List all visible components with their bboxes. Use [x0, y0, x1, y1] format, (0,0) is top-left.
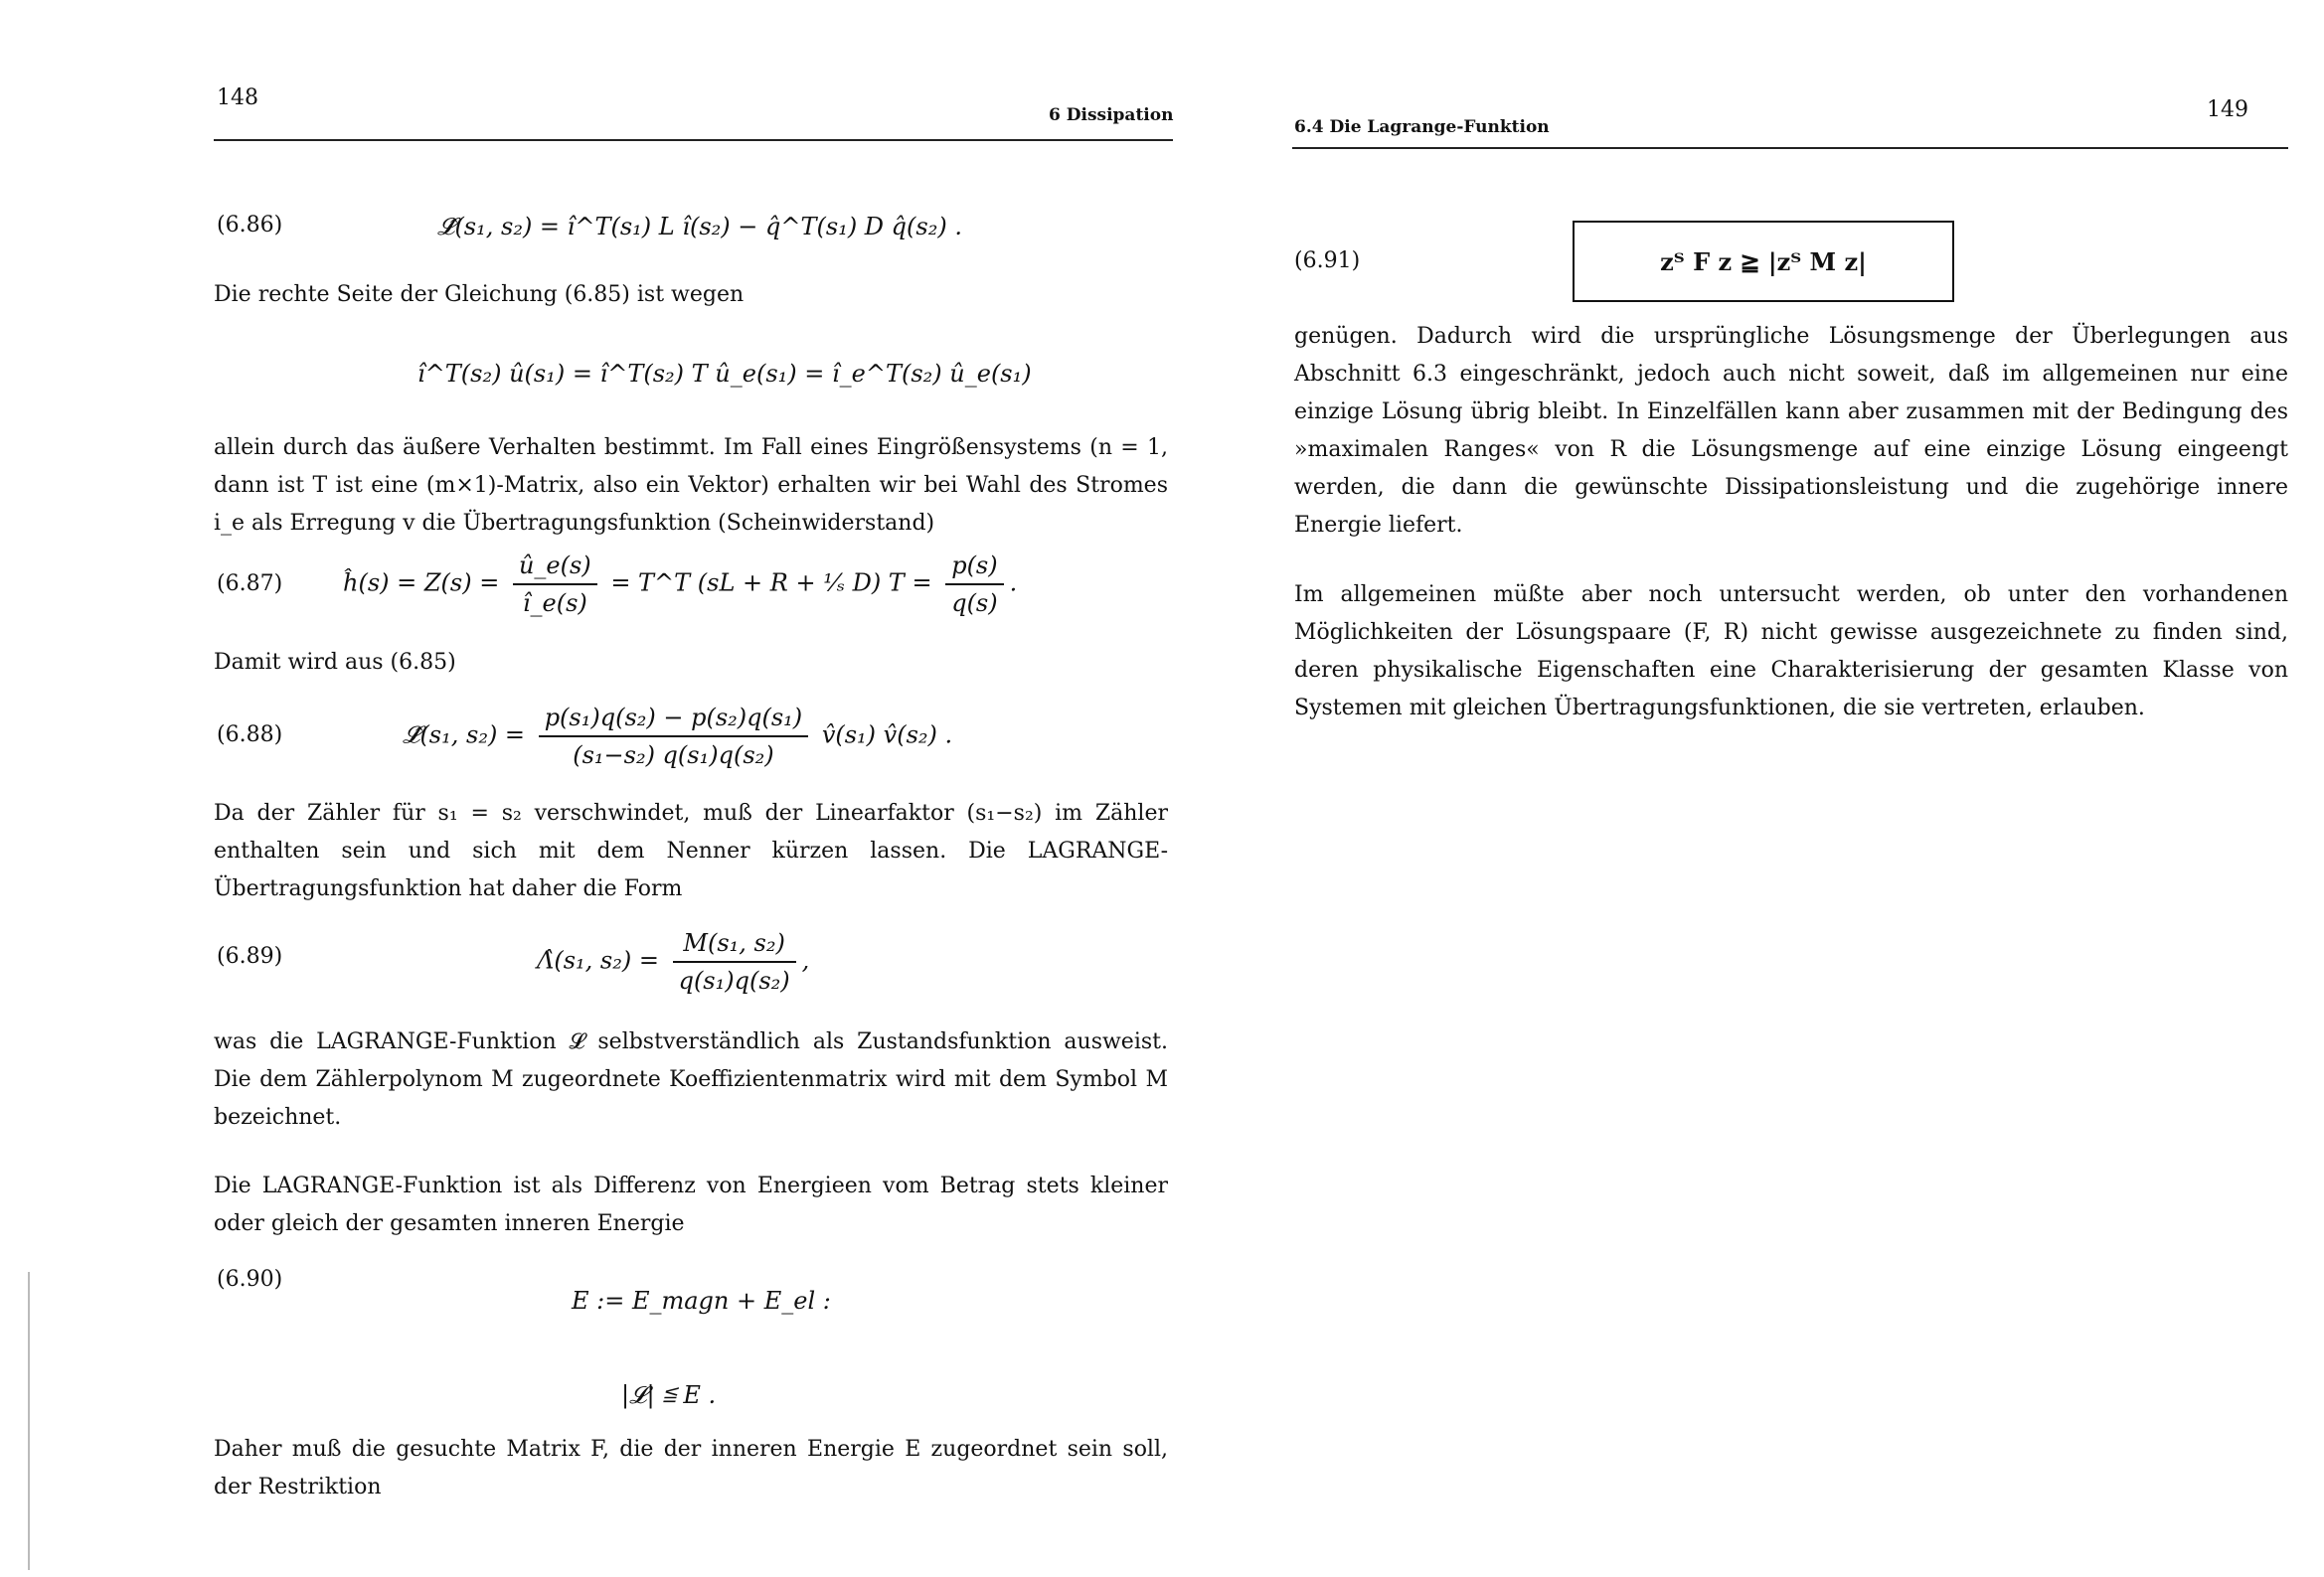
- paragraph-5: was die LAGRANGE-Funktion 𝓛 selbstverständlich als Zustandsfunktion ausweist. Die dem Zählerpolynom M zugeordnete Koeffizientenmatrix wird mit dem Symbol M bezeichnet.: [214, 1029, 1168, 1130]
- right-paragraph-2: Im allgemeinen müßte aber noch untersucht werden, ob unter den vorhandenen Möglichkeiten der Lösungspaare (F, R) nicht gewisse ausgezeichnete zu finden sind, deren physikalische Eigenschaften eine Charakterisierung der gesamten Klasse von Systemen mit gleichen Übertragungsfunktionen, die sie vertreten, erlauben.: [1294, 582, 2288, 720]
- eq88-denominator: (s₁−s₂) q(s₁)q(s₂): [573, 741, 774, 769]
- eq87-middle: = T^T (sL + R + ¹⁄ₛ D) T =: [610, 568, 932, 597]
- paragraph-2: allein durch das äußere Verhalten bestimmt. Im Fall eines Eingrößensystems (n = 1, dann ist T ist eine (m×1)-Matrix, also ein Vektor) erhalten wir bei Wahl des Stromes i_e als Erregung v die Übertragungsfunktion (Scheinwiderstand): [214, 435, 1168, 536]
- eq88-tail: v̂(s₁) v̂(s₂) .: [821, 720, 953, 749]
- equation-number-6-89: (6.89): [217, 944, 283, 969]
- scan-edge-noise: [28, 1272, 30, 1570]
- eq87-numerator-1: û_e(s): [513, 552, 597, 585]
- eq87-numerator-2: p(s): [945, 552, 1003, 585]
- eq87-fraction-2: [945, 552, 1003, 617]
- eq89-denominator: q(s₁)q(s₂): [678, 967, 790, 995]
- paragraph-6: Die LAGRANGE-Funktion ist als Differenz von Energieen vom Betrag stets kleiner oder gleich der gesamten inneren Energie: [214, 1174, 1168, 1236]
- boxed-equation-6-91: zᵀ F z ≧ |zᵀ M z|: [1573, 221, 1954, 302]
- right-paragraph-1: genügen. Dadurch wird die ursprüngliche Lösungsmenge der Überlegungen aus Abschnitt 6.3 eingeschränkt, jedoch auch nicht soweit, daß im allgemeinen nur eine einzige Lösung übrig bleibt. In Einzelfällen kann aber zusammen mit der Bedingung des »maximalen Ranges« von R die Lösungsmenge auf eine einzige Lösung eingeengt werden, die dann die gewünschte Dissipationsleistung und die zugehörige innere Energie liefert.: [1294, 324, 2288, 538]
- eq87-denominator-1: î_e(s): [522, 589, 587, 617]
- eq88-fraction: [539, 704, 808, 769]
- page-number-right: 149: [2207, 97, 2248, 122]
- running-head-left: 6 Dissipation: [1049, 105, 1174, 125]
- equation-6-87: ĥ(s) = Z(s) = $\frac{û\_e(s)}{î\_e(s)}$ = T^T (sL + R + ¹⁄ₛ D) T = $\frac{p(s)}{q(s)}$ .: [343, 552, 1018, 617]
- eq88-lhs: 𝓛̂(s₁, s₂) =: [403, 720, 526, 749]
- equation-inner-product: î^T(s₂) û(s₁) = î^T(s₂) T û_e(s₁) = î_e^T(s₂) û_e(s₁): [417, 360, 1032, 388]
- equation-number-6-90: (6.90): [217, 1267, 283, 1292]
- eq89-numerator: M(s₁, s₂): [673, 929, 796, 963]
- equation-6-88: [403, 704, 952, 769]
- eq87-denominator-2: q(s): [951, 589, 998, 617]
- page-number-left: 148: [217, 85, 258, 110]
- equation-6-89: Λ̂(s₁, s₂) = $\frac{\text{M(s₁, s₂)}}{\text{q(s₁)q(s₂)}}$ ,: [537, 929, 810, 995]
- running-head-right: 6.4 Die Lagrange-Funktion: [1294, 117, 1550, 137]
- equation-6-86: 𝓛̂(s₁, s₂) = î^T(s₁) L î(s₂) − q̂^T(s₁) D q̂(s₂) .: [437, 213, 962, 240]
- paragraph-4: Da der Zähler für s₁ = s₂ verschwindet, muß der Linearfaktor (s₁−s₂) im Zähler enthalten sein und sich mit dem Nenner kürzen lassen. Die LAGRANGE-Übertragungsfunktion hat daher die Form: [214, 801, 1168, 901]
- paragraph-3: Damit wird aus (6.85): [214, 650, 456, 675]
- equation-6-90-b: |𝓛| ≦ E .: [621, 1381, 717, 1409]
- eq88-numerator: p(s₁)q(s₂) − p(s₂)q(s₁): [539, 704, 808, 737]
- equation-number-6-87: (6.87): [217, 571, 283, 596]
- right-page: [1252, 0, 2324, 1577]
- equation-number-6-88: (6.88): [217, 722, 283, 747]
- eq87-fraction-1: [513, 552, 597, 617]
- equation-number-6-91: (6.91): [1294, 248, 1361, 273]
- eq87-lhs: ĥ(s) = Z(s) =: [343, 568, 500, 597]
- equation-number-6-86: (6.86): [217, 213, 283, 237]
- eq89-fraction: [673, 929, 796, 995]
- equation-6-90-a: E := E_magn + E_el :: [572, 1287, 831, 1315]
- header-rule-right: [1292, 147, 2288, 149]
- header-rule-left: [214, 139, 1173, 141]
- paragraph-7: Daher muß die gesuchte Matrix F, die der inneren Energie E zugeordnet sein soll, der Restriktion: [214, 1437, 1168, 1499]
- paragraph-1: Die rechte Seite der Gleichung (6.85) ist wegen: [214, 282, 745, 307]
- eq89-lhs: Λ̂(s₁, s₂) =: [537, 946, 659, 975]
